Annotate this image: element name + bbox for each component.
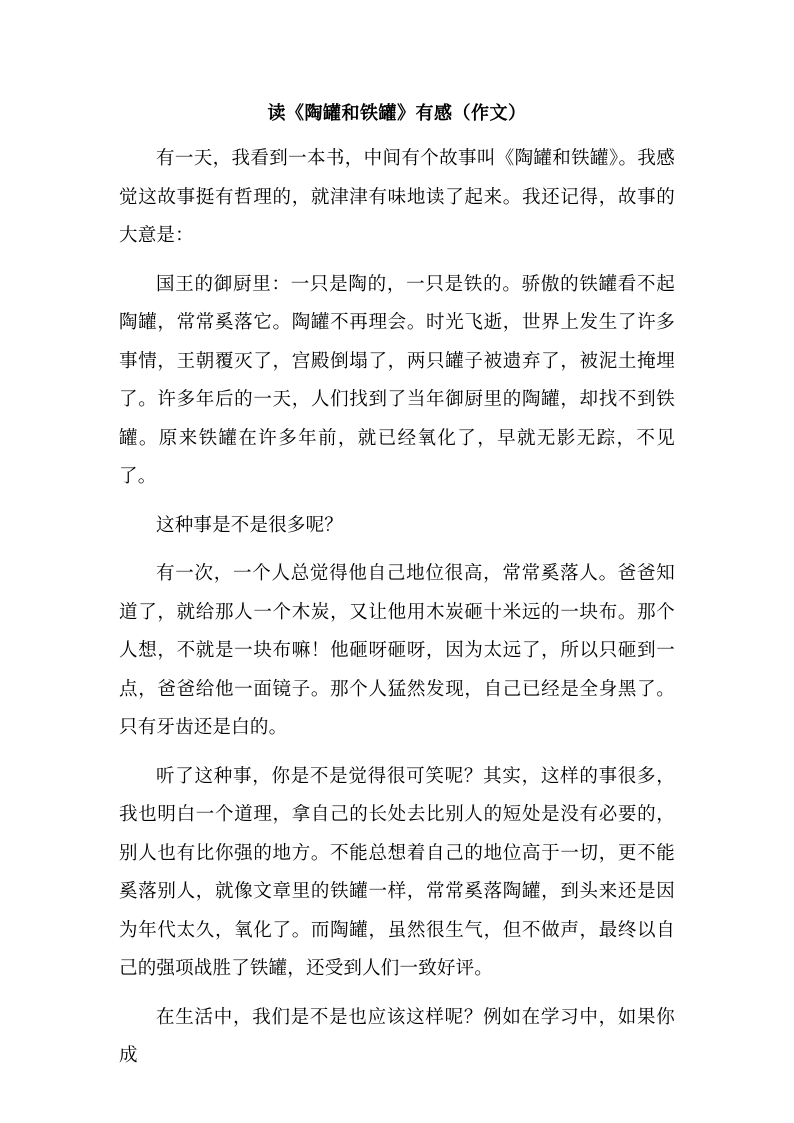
paragraph-4: 有一次，一个人总觉得他自己地位很高，常常奚落人。爸爸知道了，就给那人一个木炭，又让他用木炭砸十米远的一块布。那个人想，不就是一块布嘛！他砸呀砸呀，因为太远了，所以只砸到一点，爸爸给他一面镜子。那个人猛然发现，自己已经是全身黑了。只有牙齿还是白的。 <box>119 563 675 738</box>
document-body <box>119 140 675 1086</box>
paragraph-2: 国王的御厨里：一只是陶的，一只是铁的。骄傲的铁罐看不起陶罐，常常奚落它。陶罐不再理会。时光飞逝，世界上发生了许多事情，王朝覆灭了，宫殿倒塌了，两只罐子被遗弃了，被泥土掩埋了。许多年后的一天，人们找到了当年御厨里的陶罐，却找不到铁罐。原来铁罐在许多年前，就已经氧化了，早就无影无踪，不见了。 <box>119 273 675 487</box>
paragraph-3: 这种事是不是很多呢？ <box>156 514 344 536</box>
paragraph-1: 有一天，我看到一本书，中间有个故事叫《陶罐和铁罐》。我感觉这故事挺有哲理的，就津津有味地读了起来。我还记得，故事的大意是： <box>119 148 675 246</box>
paragraph-5: 听了这种事，你是不是觉得很可笑呢？其实，这样的事很多，我也明白一个道理，拿自己的长处去比别人的短处是没有必要的，别人也有比你强的地方。不能总想着自己的地位高于一切，更不能奚落别人，就像文章里的铁罐一样，常常奚落陶罐，到头来还是因为年代太久，氧化了。而陶罐，虽然很生气，但不做声，最终以自己的强项战胜了铁罐，还受到人们一致好评。 <box>119 765 675 979</box>
document-title: 读《陶罐和铁罐》有感（作文） <box>267 103 527 124</box>
paragraph-6: 在生活中，我们是不是也应该这样呢？例如在学习中，如果你成 <box>119 1006 675 1066</box>
